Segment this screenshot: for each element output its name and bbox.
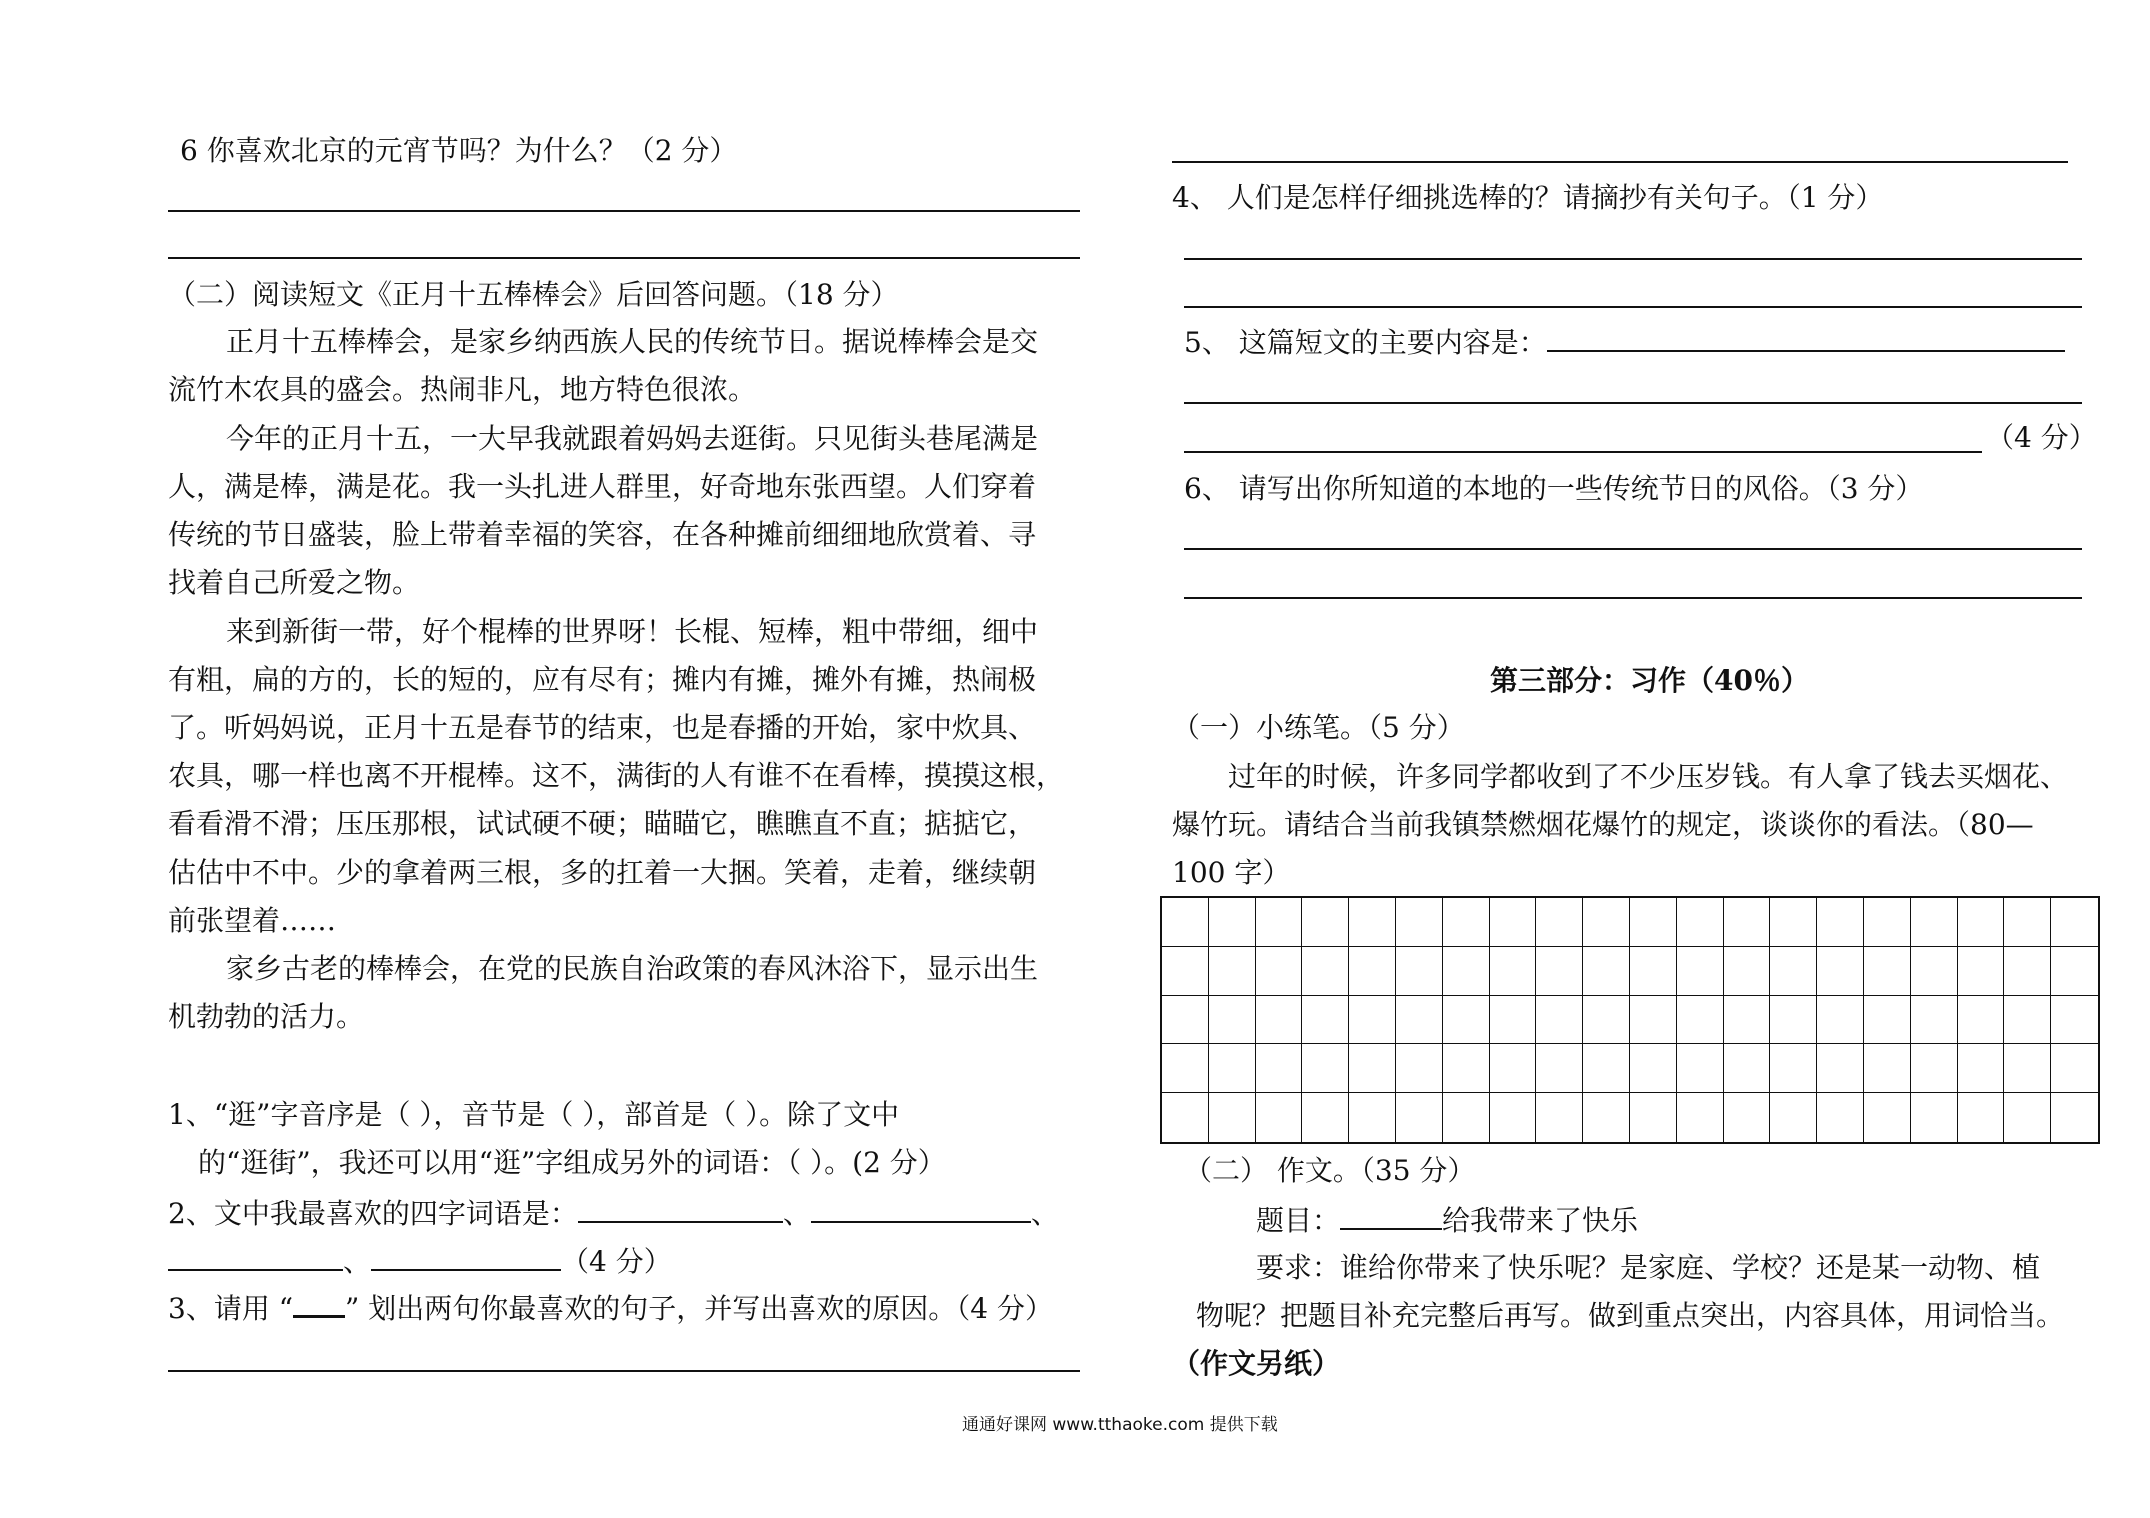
grid-cell[interactable] bbox=[1490, 1093, 1537, 1142]
grid-cell[interactable] bbox=[1724, 898, 1771, 947]
grid-cell[interactable] bbox=[1302, 1044, 1349, 1093]
grid-cell[interactable] bbox=[2004, 1044, 2051, 1093]
grid-cell[interactable] bbox=[1724, 996, 1771, 1045]
grid-cell[interactable] bbox=[1583, 996, 1630, 1045]
grid-cell[interactable] bbox=[1630, 1093, 1677, 1142]
grid-cell[interactable] bbox=[1490, 1044, 1537, 1093]
grid-cell[interactable] bbox=[1583, 1093, 1630, 1142]
grid-cell[interactable] bbox=[1583, 1044, 1630, 1093]
grid-cell[interactable] bbox=[1770, 898, 1817, 947]
question-2-cont: 、 （4 分） bbox=[168, 1243, 672, 1280]
answer-blank[interactable] bbox=[1547, 324, 2065, 352]
grid-cell[interactable] bbox=[1396, 996, 1443, 1045]
essay-requirement-line: 要求：谁给你带来了快乐呢？是家庭、学校？还是某一动物、植 bbox=[1256, 1251, 2041, 1284]
grid-cell[interactable] bbox=[1536, 1093, 1583, 1142]
grid-cell[interactable] bbox=[1630, 996, 1677, 1045]
passage-line: 人，满是棒，满是花。我一头扎进人群里，好奇地东张西望。人们穿着 bbox=[168, 470, 1037, 503]
grid-cell[interactable] bbox=[1302, 996, 1349, 1045]
grid-cell[interactable] bbox=[1162, 1093, 1209, 1142]
grid-cell[interactable] bbox=[2051, 1093, 2098, 1142]
grid-cell[interactable] bbox=[1724, 947, 1771, 996]
passage-line: 家乡古老的棒棒会，在党的民族自治政策的春风沐浴下，显示出生 bbox=[226, 952, 1039, 985]
grid-cell[interactable] bbox=[1911, 947, 1958, 996]
grid-cell[interactable] bbox=[1162, 898, 1209, 947]
part-3-title: 第三部分：习作（40％） bbox=[1490, 664, 1809, 697]
grid-cell[interactable] bbox=[1443, 1093, 1490, 1142]
grid-cell[interactable] bbox=[1256, 898, 1303, 947]
grid-cell[interactable] bbox=[1958, 1093, 2005, 1142]
essay-requirement-line: 物呢？把题目补充完整后再写。做到重点突出，内容具体，用词恰当。 bbox=[1196, 1299, 2065, 1332]
practice-line: 过年的时候，许多同学都收到了不少压岁钱。有人拿了钱去买烟花、 bbox=[1228, 760, 2069, 793]
grid-cell[interactable] bbox=[1302, 1093, 1349, 1142]
passage-line: 估估中不中。少的拿着两三根，多的扛着一大捆。笑着，走着，继续朝 bbox=[168, 856, 1037, 889]
answer-line[interactable] bbox=[168, 1370, 1080, 1372]
grid-cell[interactable] bbox=[1396, 898, 1443, 947]
grid-cell[interactable] bbox=[1817, 898, 1864, 947]
question-3: 3、请用 “ ” 划出两句你最喜欢的句子，并写出喜欢的原因。（4 分） bbox=[168, 1292, 1053, 1325]
essay-note: （作文另纸） bbox=[1172, 1347, 1341, 1380]
grid-cell[interactable] bbox=[1864, 898, 1911, 947]
grid-cell[interactable] bbox=[1864, 947, 1911, 996]
grid-cell[interactable] bbox=[2051, 1044, 2098, 1093]
grid-cell[interactable] bbox=[1817, 947, 1864, 996]
answer-blank[interactable] bbox=[811, 1195, 1031, 1223]
grid-cell[interactable] bbox=[1817, 1044, 1864, 1093]
underline-mark-icon bbox=[293, 1293, 345, 1318]
grid-cell[interactable] bbox=[1209, 996, 1256, 1045]
grid-cell[interactable] bbox=[1583, 898, 1630, 947]
right-question-5: 5、 这篇短文的主要内容是： bbox=[1184, 324, 2065, 361]
grid-cell[interactable] bbox=[1349, 1044, 1396, 1093]
grid-cell[interactable] bbox=[1209, 1044, 1256, 1093]
grid-cell[interactable] bbox=[2004, 1093, 2051, 1142]
grid-cell[interactable] bbox=[1724, 1093, 1771, 1142]
sub-section-2-title: （二） 作文。（35 分） bbox=[1184, 1154, 1476, 1187]
sub-section-1-title: （一）小练笔。（5 分） bbox=[1172, 711, 1465, 744]
grid-cell[interactable] bbox=[1443, 898, 1490, 947]
answer-line[interactable] bbox=[1184, 306, 2082, 308]
left-question-6: 6 你喜欢北京的元宵节吗？为什么？（2 分） bbox=[180, 134, 738, 167]
grid-cell[interactable] bbox=[1677, 996, 1724, 1045]
grid-cell[interactable] bbox=[1630, 947, 1677, 996]
answer-line[interactable] bbox=[1184, 258, 2082, 260]
grid-cell[interactable] bbox=[1911, 1044, 1958, 1093]
passage-line: 正月十五棒棒会，是家乡纳西族人民的传统节日。据说棒棒会是交 bbox=[226, 325, 1039, 358]
passage-line: 农具，哪一样也离不开棍棒。这不，满街的人有谁不在看棒，摸摸这根， bbox=[168, 759, 1065, 792]
grid-cell[interactable] bbox=[1677, 898, 1724, 947]
question-5-score: （4 分） bbox=[1986, 421, 2097, 454]
writing-grid[interactable] bbox=[1160, 896, 2100, 1144]
grid-cell[interactable] bbox=[1958, 1044, 2005, 1093]
right-question-6: 6、 请写出你所知道的本地的一些传统节日的风俗。（3 分） bbox=[1184, 472, 1924, 505]
grid-cell[interactable] bbox=[1256, 947, 1303, 996]
grid-cell[interactable] bbox=[1536, 1044, 1583, 1093]
grid-cell[interactable] bbox=[1162, 947, 1209, 996]
essay-topic: 题目： 给我带来了快乐 bbox=[1256, 1204, 1639, 1237]
grid-cell[interactable] bbox=[1256, 1093, 1303, 1142]
topic-blank[interactable] bbox=[1340, 1202, 1442, 1230]
grid-cell[interactable] bbox=[1490, 898, 1537, 947]
answer-line[interactable] bbox=[1184, 548, 2082, 550]
grid-cell[interactable] bbox=[1256, 1044, 1303, 1093]
grid-cell[interactable] bbox=[1443, 947, 1490, 996]
grid-cell[interactable] bbox=[2004, 898, 2051, 947]
grid-cell[interactable] bbox=[1349, 947, 1396, 996]
practice-line: 100 字） bbox=[1172, 856, 1291, 889]
grid-cell[interactable] bbox=[1536, 947, 1583, 996]
answer-line[interactable] bbox=[168, 257, 1080, 259]
grid-cell[interactable] bbox=[1770, 1044, 1817, 1093]
grid-cell[interactable] bbox=[1958, 996, 2005, 1045]
grid-cell[interactable] bbox=[2051, 996, 2098, 1045]
grid-cell[interactable] bbox=[1349, 996, 1396, 1045]
grid-cell[interactable] bbox=[1630, 1044, 1677, 1093]
grid-cell[interactable] bbox=[2051, 898, 2098, 947]
grid-cell[interactable] bbox=[1583, 947, 1630, 996]
question-1-line-2: 的“逛街”，我还可以用“逛”字组成另外的词语：（ ）。(2 分） bbox=[198, 1146, 946, 1179]
grid-cell[interactable] bbox=[1209, 1093, 1256, 1142]
grid-cell[interactable] bbox=[1770, 1093, 1817, 1142]
question-2: 2、文中我最喜欢的四字词语是： 、 、 bbox=[168, 1197, 1059, 1230]
grid-cell[interactable] bbox=[1162, 996, 1209, 1045]
grid-cell[interactable] bbox=[1256, 996, 1303, 1045]
answer-line[interactable] bbox=[1184, 402, 2082, 404]
grid-cell[interactable] bbox=[2004, 947, 2051, 996]
grid-cell[interactable] bbox=[1162, 1044, 1209, 1093]
grid-cell[interactable] bbox=[1396, 947, 1443, 996]
passage-line: 有粗，扁的方的，长的短的，应有尽有；摊内有摊，摊外有摊，热闹极 bbox=[168, 663, 1037, 696]
practice-line: 爆竹玩。请结合当前我镇禁燃烟花爆竹的规定，谈谈你的看法。（80— bbox=[1172, 808, 2034, 841]
right-question-4: 4、 人们是怎样仔细挑选棒的？请摘抄有关句子。（1 分） bbox=[1172, 181, 1884, 214]
grid-cell[interactable] bbox=[1677, 947, 1724, 996]
grid-cell[interactable] bbox=[1443, 996, 1490, 1045]
section-2-title: （二）阅读短文《正月十五棒棒会》后回答问题。（18 分） bbox=[168, 278, 899, 311]
grid-cell[interactable] bbox=[1864, 996, 1911, 1045]
answer-blank[interactable] bbox=[168, 1243, 343, 1271]
grid-cell[interactable] bbox=[1958, 947, 2005, 996]
grid-cell[interactable] bbox=[2051, 947, 2098, 996]
grid-cell[interactable] bbox=[1536, 996, 1583, 1045]
grid-cell[interactable] bbox=[1864, 1093, 1911, 1142]
grid-cell[interactable] bbox=[1396, 1093, 1443, 1142]
grid-cell[interactable] bbox=[1958, 898, 2005, 947]
question-1-line-1: 1、“逛”字音序是（ ），音节是（ ），部首是（ ）。除了文中 bbox=[168, 1098, 900, 1131]
passage-line: 前张望着…… bbox=[168, 904, 337, 937]
grid-cell[interactable] bbox=[1770, 947, 1817, 996]
grid-cell[interactable] bbox=[1209, 898, 1256, 947]
passage-line: 流竹木农具的盛会。热闹非凡，地方特色很浓。 bbox=[168, 373, 757, 406]
footer-credit: 通通好课网 www.tthaoke.com 提供下载 bbox=[962, 1415, 1278, 1435]
grid-cell[interactable] bbox=[1490, 947, 1537, 996]
grid-cell[interactable] bbox=[1864, 1044, 1911, 1093]
grid-cell[interactable] bbox=[1443, 1044, 1490, 1093]
grid-cell[interactable] bbox=[1396, 1044, 1443, 1093]
passage-line: 机勃勃的活力。 bbox=[168, 1000, 365, 1033]
passage-line: 来到新街一带，好个棍棒的世界呀！长棍、短棒，粗中带细，细中 bbox=[226, 615, 1039, 648]
grid-cell[interactable] bbox=[1911, 996, 1958, 1045]
passage-line: 今年的正月十五，一大早我就跟着妈妈去逛街。只见街头巷尾满是 bbox=[226, 422, 1039, 455]
passage-line: 找着自己所爱之物。 bbox=[168, 566, 421, 599]
grid-cell[interactable] bbox=[1911, 898, 1958, 947]
grid-cell[interactable] bbox=[1911, 1093, 1958, 1142]
answer-line[interactable] bbox=[1184, 597, 2082, 599]
answer-blank[interactable] bbox=[578, 1195, 783, 1223]
grid-cell[interactable] bbox=[1724, 1044, 1771, 1093]
grid-cell[interactable] bbox=[1817, 996, 1864, 1045]
grid-cell[interactable] bbox=[1302, 947, 1349, 996]
grid-cell[interactable] bbox=[1490, 996, 1537, 1045]
grid-cell[interactable] bbox=[1209, 947, 1256, 996]
grid-cell[interactable] bbox=[1349, 898, 1396, 947]
passage-line: 了。听妈妈说，正月十五是春节的结束，也是春播的开始，家中炊具、 bbox=[168, 711, 1037, 744]
grid-cell[interactable] bbox=[1536, 898, 1583, 947]
grid-cell[interactable] bbox=[2004, 996, 2051, 1045]
answer-line[interactable] bbox=[1184, 451, 1982, 453]
grid-cell[interactable] bbox=[1630, 898, 1677, 947]
passage-line: 传统的节日盛装，脸上带着幸福的笑容，在各种摊前细细地欣赏着、寻 bbox=[168, 518, 1037, 551]
passage-line: 看看滑不滑；压压那根，试试硬不硬；瞄瞄它，瞧瞧直不直；掂掂它， bbox=[168, 807, 1037, 840]
grid-cell[interactable] bbox=[1349, 1093, 1396, 1142]
answer-blank[interactable] bbox=[371, 1243, 561, 1271]
grid-cell[interactable] bbox=[1817, 1093, 1864, 1142]
answer-line[interactable] bbox=[168, 210, 1080, 212]
grid-cell[interactable] bbox=[1677, 1093, 1724, 1142]
answer-line[interactable] bbox=[1172, 161, 2068, 163]
grid-cell[interactable] bbox=[1302, 898, 1349, 947]
grid-cell[interactable] bbox=[1677, 1044, 1724, 1093]
grid-cell[interactable] bbox=[1770, 996, 1817, 1045]
